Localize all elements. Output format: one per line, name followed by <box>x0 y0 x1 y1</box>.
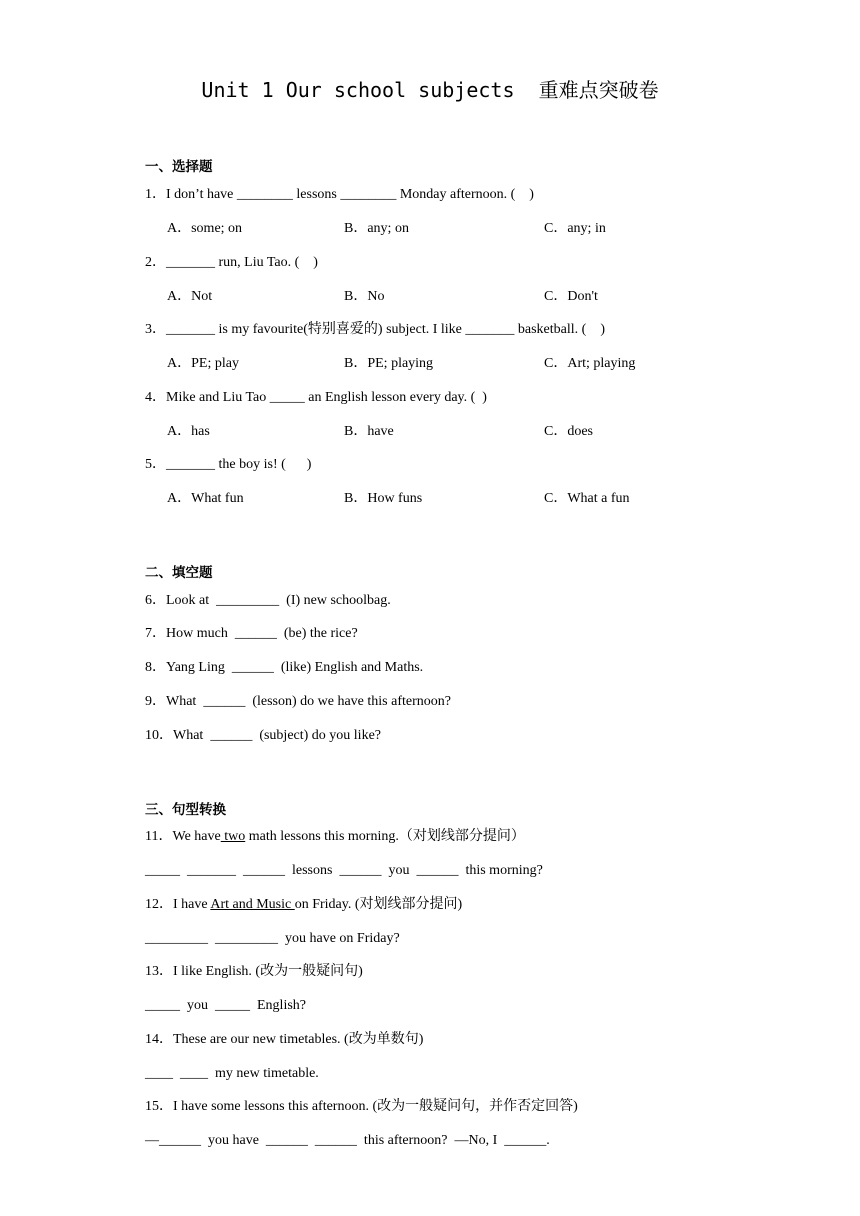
q2-option-b: B．No <box>344 289 385 304</box>
q4-option-a: A．has <box>167 424 210 439</box>
q12-underlined: Art and Music <box>210 897 295 912</box>
question-5: 5．_______ the boy is! ( ) <box>145 457 312 472</box>
question-11-answer-line: _____ _______ ______ lessons ______ you ______ this morning? <box>145 863 543 878</box>
q4-option-b: B．have <box>344 424 394 439</box>
question-10: 10．What ______ (subject) do you like? <box>145 728 382 743</box>
question-15: 15．I have some lessons this afternoon. (改为一般疑问句，并作否定回答) <box>145 1099 578 1114</box>
question-9: 9．What ______ (lesson) do we have this afternoon? <box>145 694 451 709</box>
q2-option-c: C．Don't <box>544 289 598 304</box>
question-13-answer-line: _____ you _____ English? <box>145 998 306 1013</box>
question-3: 3．_______ is my favourite(特别喜爱的) subject. I like _______ basketball. ( ) <box>145 322 605 337</box>
q11-prefix: 11．We have <box>145 829 221 844</box>
q5-option-c: C．What a fun <box>544 491 630 506</box>
q5-option-b: B．How funs <box>344 491 423 506</box>
section-heading-multiple-choice: 一、选择题 <box>145 159 213 175</box>
section-heading-fill-in: 二、填空题 <box>145 565 213 581</box>
question-12-answer-line: _________ _________ you have on Friday? <box>145 931 400 946</box>
question-1: 1．I don’t have ________ lessons ________ Monday afternoon. ( ) <box>145 187 534 202</box>
q1-option-c: C．any; in <box>544 221 606 236</box>
question-11 <box>145 827 525 847</box>
section-heading-sentence-transform: 三、句型转换 <box>145 802 226 818</box>
question-2: 2．_______ run, Liu Tao. ( ) <box>145 255 318 270</box>
q12-prefix: 12．I have <box>145 897 211 912</box>
question-7: 7．How much ______ (be) the rice? <box>145 626 358 641</box>
question-12 <box>145 895 462 915</box>
page-title: Unit 1 Our school subjects 重难点突破卷 <box>201 78 659 102</box>
question-6: 6．Look at _________ (I) new schoolbag. <box>145 593 391 608</box>
q5-option-a: A．What fun <box>167 491 244 506</box>
q1-option-b: B．any; on <box>344 221 409 236</box>
q1-option-a: A．some; on <box>167 221 243 236</box>
question-8: 8．Yang Ling ______ (like) English and Maths. <box>145 660 424 675</box>
q11-suffix: math lessons this morning.（对划线部分提问） <box>245 829 525 844</box>
q12-suffix: on Friday. (对划线部分提问) <box>294 897 463 912</box>
question-14: 14．These are our new timetables. (改为单数句) <box>145 1032 424 1047</box>
question-4: 4．Mike and Liu Tao _____ an English lesson every day. ( ) <box>145 390 487 405</box>
question-13: 13．I like English. (改为一般疑问句) <box>145 964 363 979</box>
q4-option-c: C．does <box>544 424 593 439</box>
q3-option-a: A．PE; play <box>167 356 239 371</box>
question-15-answer-line: —______ you have ______ ______ this afternoon? —No, I ______. <box>145 1133 550 1148</box>
q3-option-b: B．PE; playing <box>344 356 434 371</box>
q3-option-c: C．Art; playing <box>544 356 636 371</box>
question-14-answer-line: ____ ____ my new timetable. <box>145 1066 319 1081</box>
q2-option-a: A．Not <box>167 289 213 304</box>
q11-underlined: two <box>220 829 246 844</box>
